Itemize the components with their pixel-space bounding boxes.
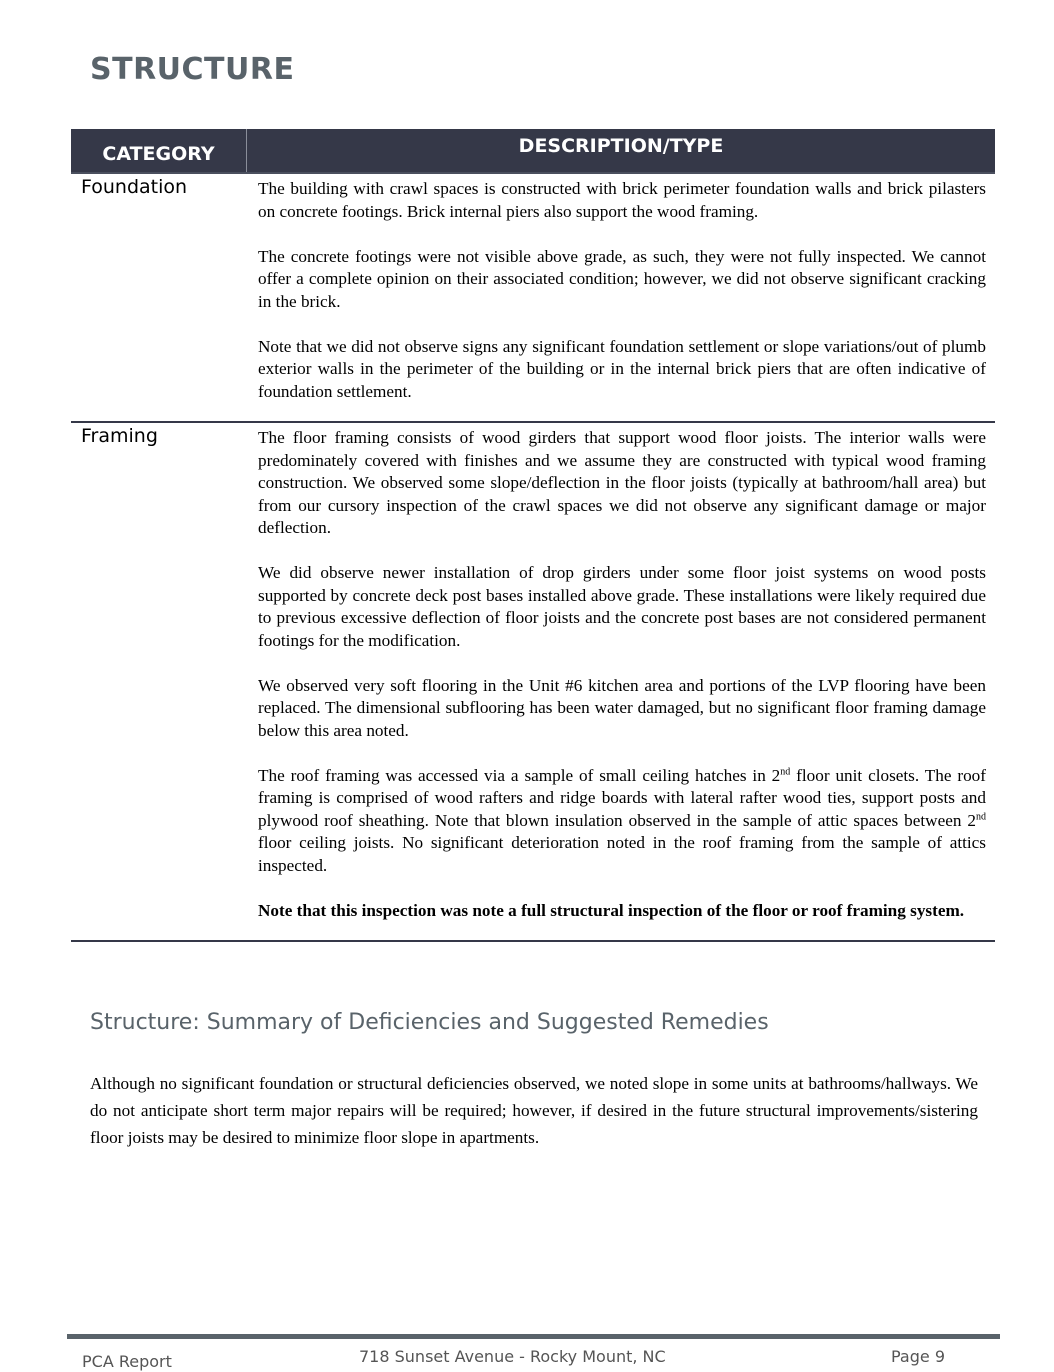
text: floor unit closets. The roof framing is comprised of wood rafters and ridge boards with lateral rafter wood ties, support posts and plywood roof sheathing. Note that blown insulation observed in the sample of attic spaces between 2 — [258, 765, 986, 830]
description-cell — [248, 423, 995, 940]
table-row-foundation — [71, 174, 995, 423]
table-row-framing — [71, 423, 995, 942]
description-cell — [248, 174, 995, 421]
roof-paragraph — [258, 765, 986, 878]
header-description: DESCRIPTION/TYPE — [518, 135, 724, 157]
summary-heading: Structure: Summary of Deficiencies and Suggested Remedies — [90, 1010, 769, 1035]
summary-text: Although no significant foundation or structural deficiencies observed, we noted slope in some units at bathrooms/hallways. We do not anticipate short term major repairs will be required; however, if desired in the future structural improvements/sistering floor joists may be desired to minimize floor slope in apartments. — [90, 1074, 978, 1147]
paragraph: We observed very soft flooring in the Unit #6 kitchen area and portions of the LVP flooring have been replaced. The dimensional subflooring has been water damaged, but no significant floor framing damage below this area noted. — [258, 675, 986, 740]
text: floor ceiling joists. No significant deterioration noted in the roof framing from the sample of attics inspected. — [258, 833, 986, 875]
superscript: nd — [780, 765, 791, 777]
category-label: Foundation — [81, 176, 188, 198]
paragraph: Note that we did not observe signs any significant foundation settlement or slope variations/out of plumb exterior walls in the perimeter of the building or in the internal brick piers that are often indicative of foundation settlement. — [258, 336, 986, 401]
footer-page-number: Page 9 — [891, 1347, 945, 1366]
paragraph: We did observe newer installation of drop girders under some floor joist systems on wood posts supported by concrete deck post bases installed above grade. These installations were likely required due to previous excessive deflection of floor joists and the concrete post bases are not considered permanent footings for the modification. — [258, 563, 986, 650]
paragraph: The concrete footings were not visible above grade, as such, they were not fully inspected. We cannot offer a complete opinion on their associated condition; however, we did not observe significant cracking in the brick. — [258, 246, 986, 311]
footer-center: 718 Sunset Avenue - Rocky Mount, NC — [359, 1347, 666, 1366]
text: The roof framing was accessed via a sample of small ceiling hatches in 2 — [258, 765, 781, 785]
superscript: nd — [976, 810, 986, 822]
paragraph: The floor framing consists of wood girders that support wood floor joists. The interior walls were predominately covered with finishes and we assume they are constructed with typical wood framing construction. We observed some slope/deflection in the floor joists (typically at bathroom/hall area) but from our cursory inspection of the crawl spaces we did not observe any significant damage or major deflection. — [258, 428, 986, 537]
footer-left: PCA Report — [82, 1352, 172, 1371]
category-label: Framing — [81, 425, 158, 447]
table-header — [71, 129, 995, 174]
structure-table — [71, 129, 995, 942]
footer-divider — [67, 1334, 1000, 1339]
page-title: STRUCTURE — [90, 52, 295, 87]
paragraph: The building with crawl spaces is constructed with brick perimeter foundation walls and brick pilasters on concrete footings. Brick internal piers also support the wood framing. — [258, 179, 986, 221]
inspection-note: Note that this inspection was note a full structural inspection of the floor or roof framing system. — [258, 900, 965, 920]
header-category: CATEGORY — [71, 129, 247, 172]
